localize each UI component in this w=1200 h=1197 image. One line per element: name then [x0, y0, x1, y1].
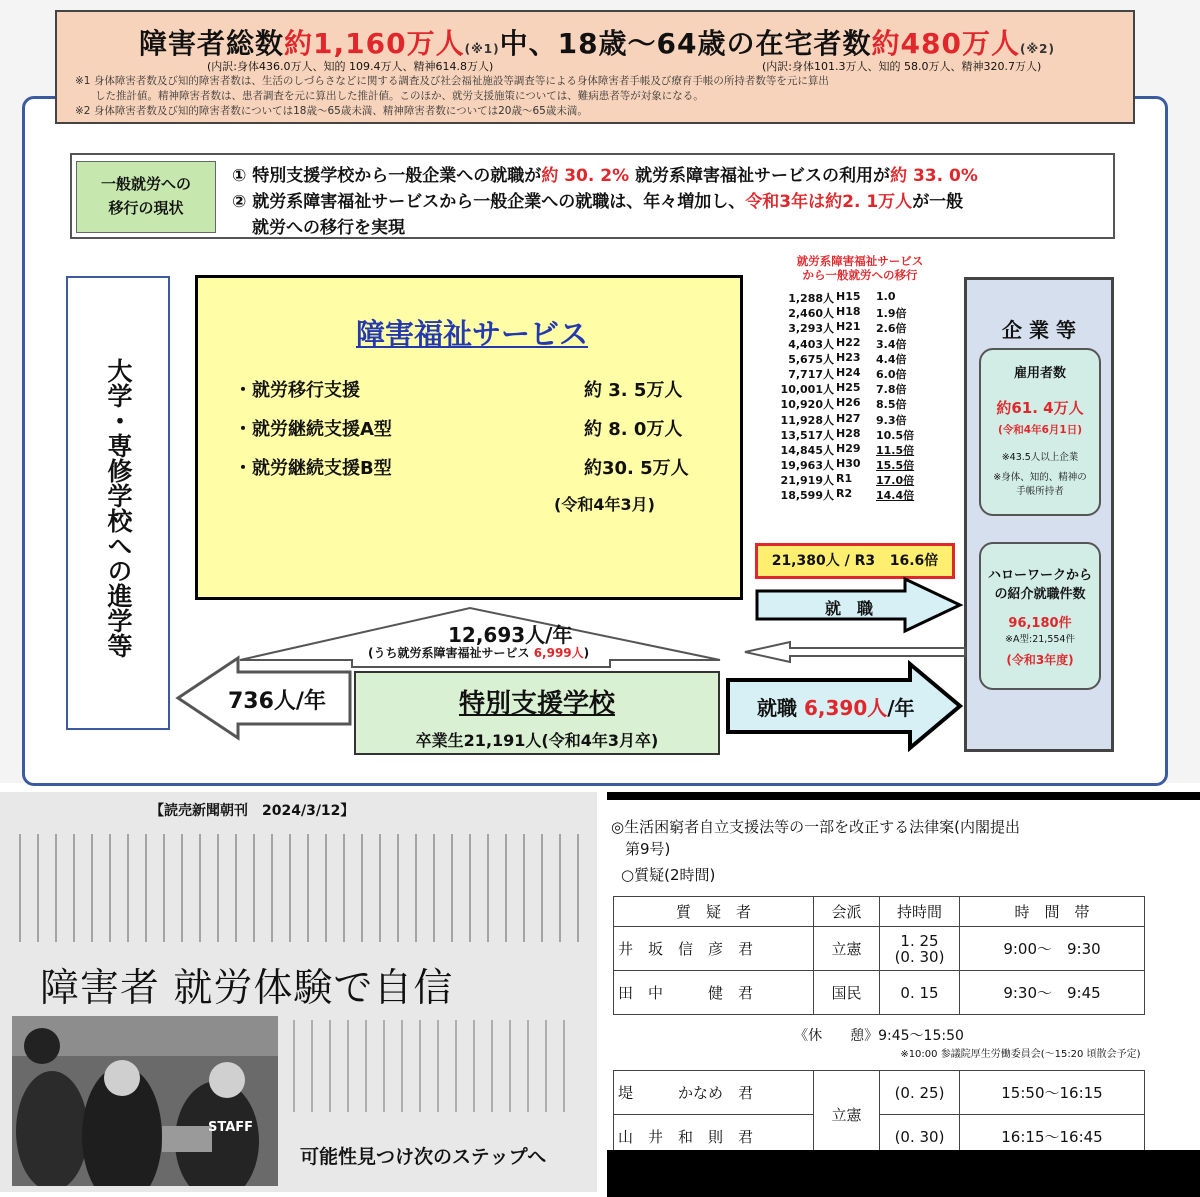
trend-ratio: 4.4倍: [876, 352, 907, 366]
trend-count: 21,919人: [780, 474, 834, 488]
school-to-company-count: 就職 6,390人/年: [757, 696, 915, 720]
transition-line-2: ② 就労系障害福祉サービスから一般企業への就職は、年々増加し、令和3年は約2. 1万人が一般: [232, 192, 964, 212]
trend-ratio: 3.4倍: [876, 337, 907, 351]
table-row: 田 中 健 君 国民 0. 15 9:30〜 9:45: [614, 971, 1145, 1015]
break-row: [614, 1015, 1145, 1071]
to-university-count: 736人/年: [228, 689, 326, 714]
welfare-title: 障害福祉サービス: [355, 317, 588, 351]
trend-ratio: 10.5倍: [876, 428, 915, 442]
welfare-row-name: ・就労継続支援A型: [234, 419, 392, 440]
school-to-welfare-count: 12,693人/年: [448, 623, 573, 647]
trend-count: 14,845人: [780, 443, 834, 457]
employment-label: 就 職: [825, 599, 874, 618]
trend-ratio: 8.5倍: [876, 398, 907, 412]
trend-year: H23: [836, 350, 861, 364]
trend-year: H29: [836, 441, 861, 455]
breakdown-1: (内訳:身体436.0万人、知的 109.4万人、精神614.8万人): [207, 60, 494, 73]
welfare-row-value: 約 3. 5万人: [584, 380, 683, 401]
trend-year: H15: [836, 290, 861, 303]
trend-count: 10,920人: [780, 398, 834, 412]
trend-ratio: 1.0: [876, 290, 896, 303]
trend-ratio: 7.8倍: [876, 383, 907, 397]
diet-schedule-doc: [607, 792, 1200, 1197]
trend-ratio: 2.6倍: [876, 322, 907, 336]
newspaper-photo: [12, 1016, 278, 1186]
transition-label: 一般就労への 移行の現状: [76, 161, 216, 233]
newspaper-subhead: 可能性見つけ次のステップへ: [300, 1146, 547, 1168]
welfare-row-name: ・就労継続支援B型: [234, 458, 392, 479]
transition-line-3: 就労への移行を実現: [252, 218, 405, 238]
home-count: 約480万人: [871, 27, 1020, 60]
photo-illustration: [12, 1016, 278, 1186]
employment-count-box: 雇用者数 約61. 4万人 (令和4年6月1日) ※43.5人以上企業 ※身体、知的、精神の 手帳所持者: [979, 348, 1101, 516]
trend-count: 1,288人: [788, 292, 834, 305]
table-header-row: [614, 897, 1145, 927]
total-count: 約1,160万人: [284, 27, 465, 60]
trend-ratio: 1.9倍: [876, 307, 907, 321]
trend-year: H30: [836, 457, 861, 471]
trend-year: H28: [836, 426, 861, 440]
trend-count: 4,403人: [788, 337, 834, 351]
break-text: 《休 憩》9:45〜15:50: [794, 1028, 964, 1044]
table-row: 井 坂 信 彦 君 立憲 1. 25 (0. 30) 9:00〜 9:30: [614, 927, 1145, 971]
bill-title: ◎生活困窮者自立支援法等の一部を改正する法律案(内閣提出: [611, 818, 1020, 836]
welfare-date: (令和4年3月): [554, 495, 655, 514]
trend-year: H26: [836, 396, 861, 410]
trend-ratio: 9.3倍: [876, 413, 907, 427]
welfare-row-value: 約 8. 0万人: [584, 419, 683, 440]
welfare-row-name: ・就労移行支援: [234, 380, 360, 401]
trend-count: 2,460人: [788, 307, 834, 321]
newspaper-clipping: [0, 792, 597, 1192]
trend-r3-highlight: 21,380人 / R3 16.6倍: [755, 543, 955, 579]
table-row: 山 井 和 則 君 (0. 30) 16:15〜16:45: [614, 1115, 1145, 1159]
trend-count: 5,675人: [788, 352, 834, 366]
break-note: ※10:00 参議院厚生労働委員会(〜15:20 頃散会予定): [900, 1049, 1141, 1060]
trend-year: H22: [836, 335, 861, 349]
trend-ratio: 15.5倍: [876, 459, 915, 473]
trend-year: R2: [836, 487, 853, 501]
school-grads: 卒業生21,191人(令和4年3月卒): [415, 731, 659, 750]
company-title: 企 業 等: [1002, 318, 1076, 342]
trend-year: H18: [836, 305, 861, 319]
trend-title: 就労系障害福祉サービス から一般就労への移行: [796, 254, 924, 282]
trend-year: H24: [836, 365, 861, 379]
trend-ratio: 11.5倍: [876, 443, 915, 457]
header-party: 会派: [814, 897, 880, 927]
newspaper-headline: 障害者 就労体験で自信: [40, 966, 454, 1011]
staff-bib-text: STAFF: [208, 1120, 254, 1135]
special-school-box: [354, 671, 720, 755]
hellowork-box: ハローワークから の紹介就職件数 96,180件 ※A型:21,554件 (令和3年度): [979, 542, 1101, 690]
school-name: 特別支援学校: [458, 689, 615, 719]
trend-count: 13,517人: [780, 428, 834, 442]
header-notes: ※1 身体障害者数及び知的障害者数は、生活のしづらさなどに関する調査及び社会福祉施設等調査等による身体障害者手帳及び療育手帳の所持者数等を元に算出 した推計値。精神障害者数は、患者調査を元に算出した推計値。このほか、就労支援施策については、難病患者等が対象になる。 ※2 身体障害者数及び知的障害者数については18歳〜65歳未満、精神障害者数については20歳〜65歳未満。: [75, 75, 829, 117]
trend-count: 7,717人: [788, 367, 834, 381]
header-time: 持時間: [880, 897, 960, 927]
newspaper-source: 【読売新聞朝刊 2024/3/12】: [150, 803, 355, 819]
trend-ratio: 6.0倍: [876, 367, 907, 381]
trend-ratio: 14.4倍: [876, 489, 915, 503]
trend-year: H21: [836, 320, 861, 334]
trend-year: H25: [836, 381, 861, 395]
table-row: 堤 かなめ 君 立憲 (0. 25) 15:50〜16:15: [614, 1071, 1145, 1115]
trend-count: 3,293人: [788, 322, 834, 336]
return-arrow: [745, 642, 965, 662]
schedule-table: [613, 896, 1145, 1159]
trend-count: 10,001人: [780, 383, 834, 397]
header-title: 障害者総数約1,160万人(※1)中、18歳〜64歳の在宅者数約480万人(※2): [139, 27, 1055, 60]
trend-ratio: 17.0倍: [876, 474, 915, 488]
header-questioner: 質 疑 者: [614, 897, 814, 927]
welfare-row-value: 約30. 5万人: [584, 458, 689, 479]
school-to-welfare-sub: (うち就労系障害福祉サービス 6,999人): [368, 646, 590, 660]
trend-count: 19,963人: [780, 459, 834, 473]
newspaper-columns: [0, 822, 597, 952]
trend-year: H27: [836, 411, 861, 425]
doc-top-bar: [607, 792, 1200, 800]
trend-count: 18,599人: [780, 489, 834, 503]
transition-line-1: ① 特別支援学校から一般企業への就職が約 30. 2% 就労系障害福祉サービスの利用が約 33. 0%: [232, 166, 978, 186]
trend-year: R1: [836, 472, 853, 486]
newspaper-body-columns: [284, 1016, 584, 1116]
qa-duration: ○質疑(2時間): [621, 866, 716, 884]
trend-count: 11,928人: [780, 413, 834, 427]
header-slot: 時 間 帯: [960, 897, 1145, 927]
university-label: 大学・専修学校への進学等: [104, 358, 133, 658]
breakdown-2: (内訳:身体101.3万人、知的 58.0万人、精神320.7万人): [762, 60, 1042, 73]
doc-bottom-bar: [607, 1150, 1200, 1197]
bill-number: 第9号): [625, 840, 671, 858]
